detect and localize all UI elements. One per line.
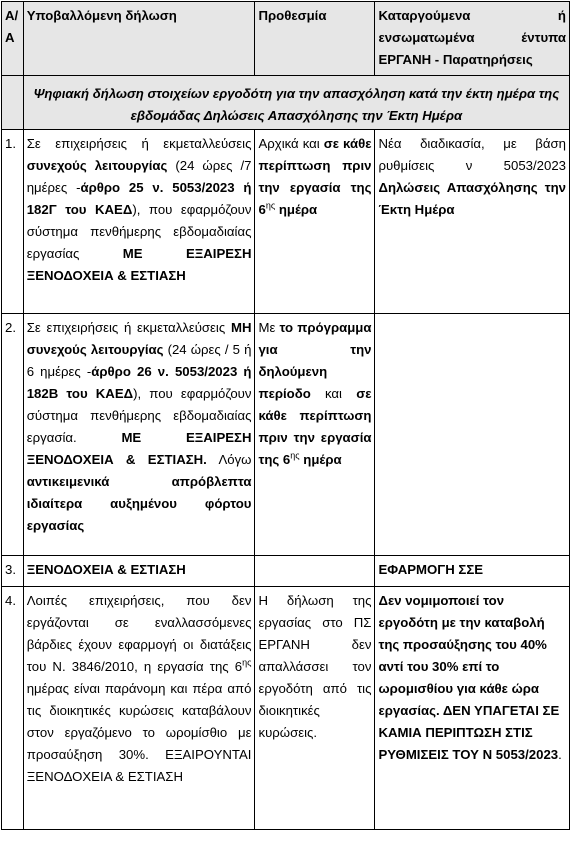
row-deadline: Με το πρόγραμμα για την δηλούμενη περίοδο και σε κάθε περίπτωση πριν την εργασία της $6^{\eta\varsigma}$ ημέρα bbox=[255, 314, 375, 556]
row-number: 4. bbox=[2, 587, 24, 830]
row-notes: Δεν νομιμοποιεί τον εργοδότη με την καταβολή της προσαύξησης του 40% αντί του 30% επί το ωρομισθίου για κάθε ώρα εργασίας. ΔΕΝ ΥΠΑΓΕΤΑΙ ΣΕ ΚΑΜΙΑ ΠΕΡΙΠΤΩΣΗ ΣΤΙΣ ΡΥΘΜΙΣΕΙΣ ΤΟΥ Ν 5053/2023. bbox=[375, 587, 570, 830]
header-forms-line-b: ΕΡΓΑΝΗ - Παρατηρήσεις bbox=[378, 52, 533, 67]
header-forms-notes bbox=[375, 2, 570, 76]
row-description: Λοιπές επιχειρήσεις, που δεν εργάζονται σε εναλλασσόμενες βάρδιες έχουν εφαρμογή οι διατάξεις του Ν. 3846/2010, η εργασία της $6^{\eta\varsigma}$ ημέρας είναι παράνομη και πέρα από τις διοικητικές κυρώσεις καταβάλουν στον εργαζόμενο το ωρομίσθιο με προσαύξηση 30%. ΕΞΑΙΡΟΥΝΤΑΙ ΞΕΝΟΔΟΧΕΙΑ & ΕΣΤΙΑΣΗ bbox=[23, 587, 255, 830]
row-number: 3. bbox=[2, 556, 24, 587]
row-description: Σε επιχειρήσεις ή εκμεταλλεύσεις ΜΗ συνεχούς λειτουργίας (24 ώρες / 5 ή 6 ημέρες -άρθρο 26 ν. 5053/2023 ή 182Β του ΚΑΕΔ), που εφαρμόζουν σύστημα πενθήμερης εβδομαδιαίας εργασία. ΜΕ ΕΞΑΙΡΕΣΗ ΞΕΝΟΔΟΧΕΙΑ & ΕΣΤΙΑΣΗ. Λόγω αντικειμενικά απρόβλεπτα ιδιαίτερα αυξημένου φόρτου εργασίας bbox=[23, 314, 255, 556]
row-number: 1. bbox=[2, 130, 24, 314]
header-aa: Α/Α bbox=[2, 2, 24, 76]
row-number: 2. bbox=[2, 314, 24, 556]
row-notes bbox=[375, 314, 570, 556]
row-description: ΞΕΝΟΔΟΧΕΙΑ & ΕΣΤΙΑΣΗ bbox=[23, 556, 255, 587]
section-subheader-row bbox=[2, 76, 570, 130]
table-header-row bbox=[2, 2, 570, 76]
row-deadline: Αρχικά και σε κάθε περίπτωση πριν την εργασία της $6^{\eta\varsigma}$ ημέρα bbox=[255, 130, 375, 314]
header-deadline: Προθεσμία bbox=[255, 2, 375, 76]
header-forms-line-a: Καταργούμενα ή ενσωματωμένα έντυπα bbox=[378, 8, 566, 45]
table-row bbox=[2, 130, 570, 314]
header-submitted-declaration: Υποβαλλόμενη δήλωση bbox=[23, 2, 255, 76]
table-row bbox=[2, 556, 570, 587]
row-description: Σε επιχειρήσεις ή εκμεταλλεύσεις συνεχούς λειτουργίας (24 ώρες /7 ημέρες -άρθρο 25 ν. 5053/2023 ή 182Γ του ΚΑΕΔ), που εφαρμόζουν σύστημα πενθήμερης εβδομαδιαίας εργασίας ΜΕ ΕΞΑΙΡΕΣΗ ΞΕΝΟΔΟΧΕΙΑ & ΕΣΤΙΑΣΗ bbox=[23, 130, 255, 314]
section-subheader: Ψηφιακή δήλωση στοιχείων εργοδότη για την απασχόληση κατά την έκτη ημέρα της εβδομάδας Δηλώσεις Απασχόλησης την Έκτη Ημέρα bbox=[23, 76, 569, 130]
row-notes: Νέα διαδικασία, με βάση ρυθμίσεις ν 5053/2023 Δηλώσεις Απασχόλησης την Έκτη Ημέρα bbox=[375, 130, 570, 314]
declarations-table bbox=[1, 1, 570, 830]
row-deadline bbox=[255, 556, 375, 587]
row-deadline: Η δήλωση της εργασίας στο ΠΣ ΕΡΓΑΝΗ δεν απαλλάσσει τον εργοδότη από τις διοικητικές κυρώσεις. bbox=[255, 587, 375, 830]
row-notes: ΕΦΑΡΜΟΓΗ ΣΣΕ bbox=[375, 556, 570, 587]
table-row bbox=[2, 314, 570, 556]
table-row bbox=[2, 587, 570, 830]
